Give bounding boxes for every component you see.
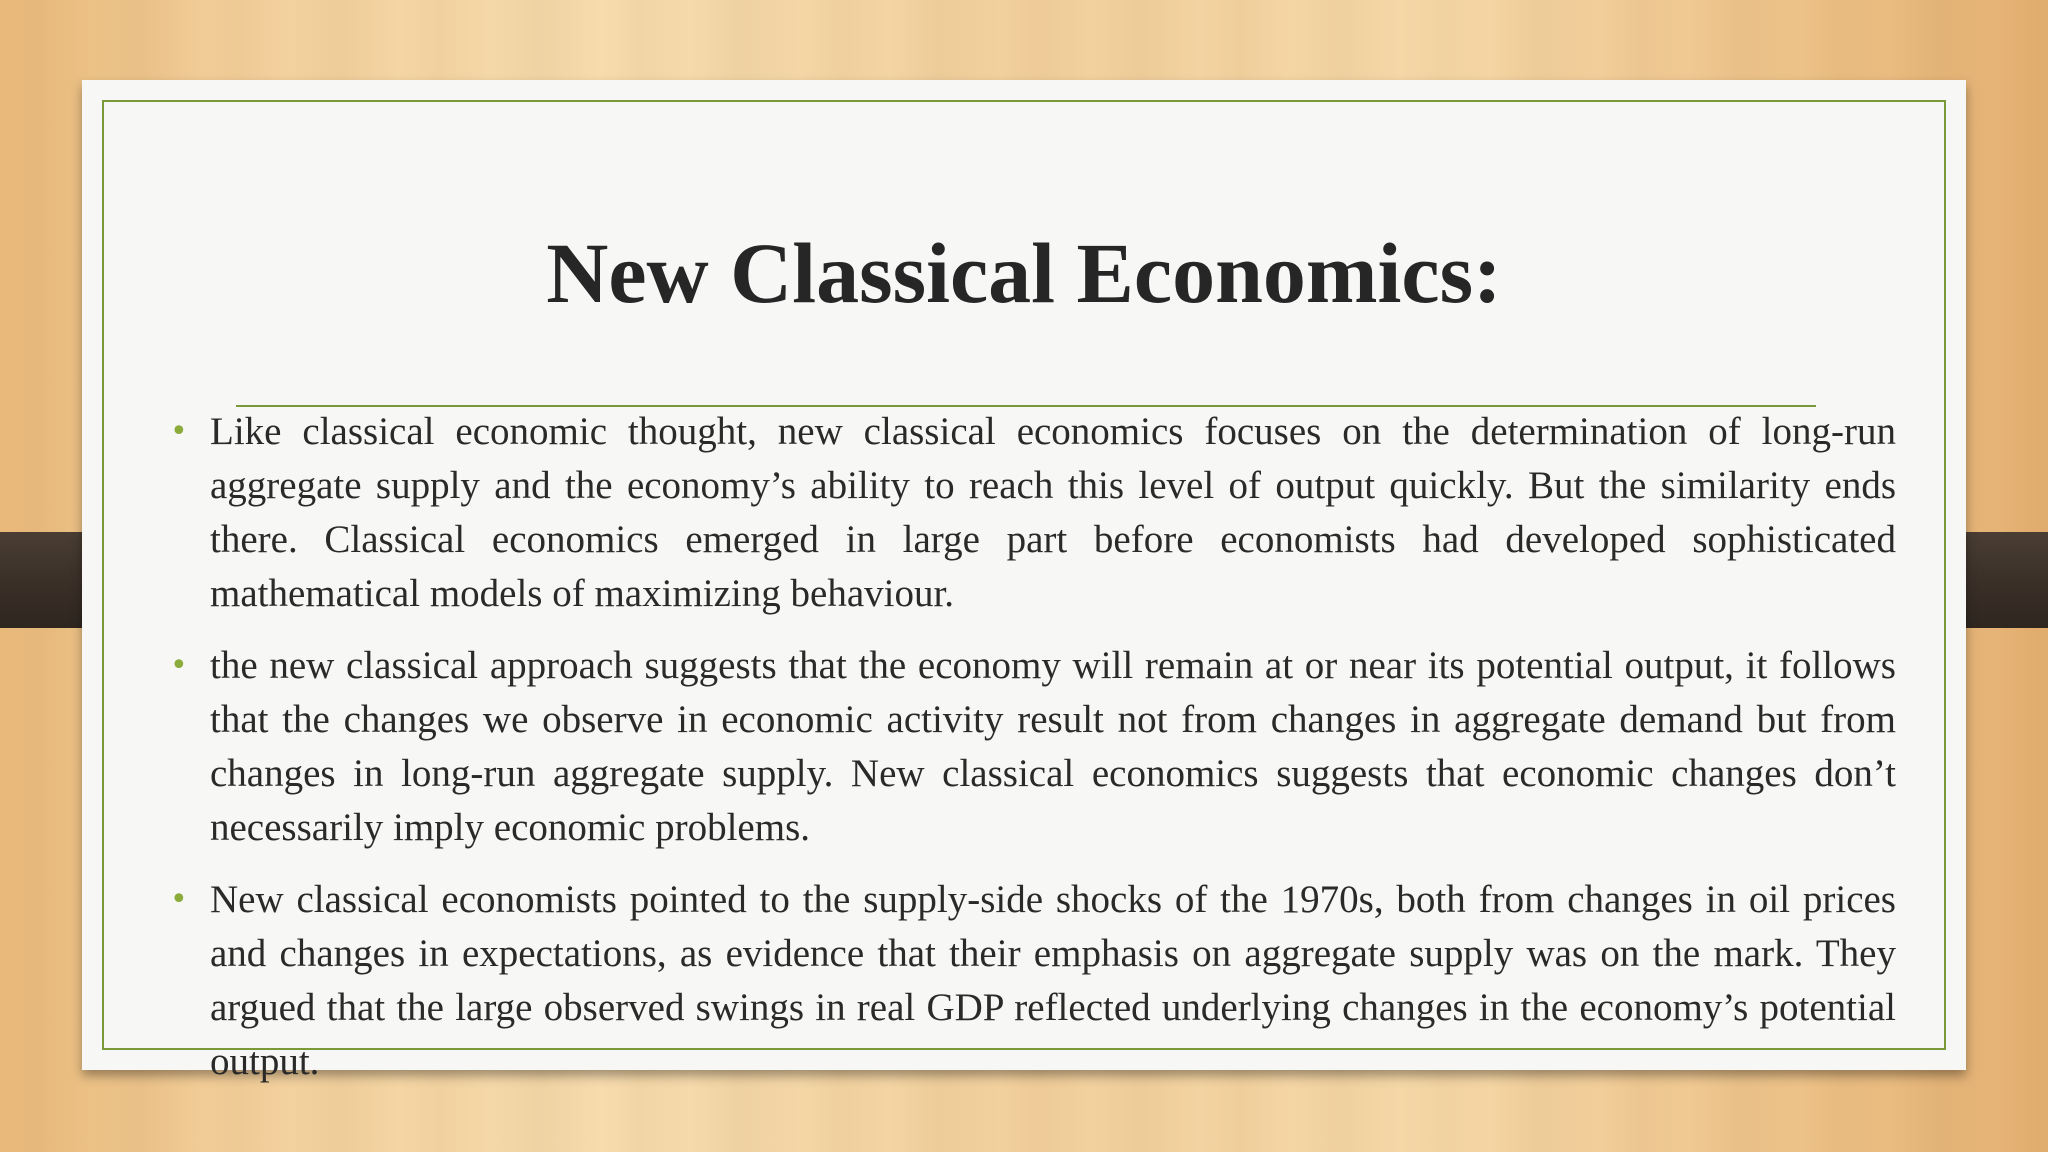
slide <box>82 80 1966 1083</box>
bullet-text: New classical economists pointed to the supply-side shocks of the 1970s, both from changes in oil prices and changes in expectations, as evidence that their emphasis on aggregate supply was on the mark. They argued that the large observed swings in real GDP reflected underlying changes in the economy’s potential output. <box>210 878 1896 1083</box>
bullet-text: Like classical economic thought, new classical economics focuses on the determination of long-run aggregate supply and the economy’s ability to reach this level of output quickly. But the similarity ends there. Classical economics emerged in large part before economists had developed sophisticated mathematical models of maximizing behaviour. <box>210 410 1896 615</box>
bullet-item-3 <box>170 873 1896 1089</box>
bullet-dot-icon: • <box>170 882 188 917</box>
bullet-item-2 <box>170 639 1896 855</box>
bullet-dot-icon: • <box>170 414 188 449</box>
bullet-list <box>170 405 1896 1107</box>
bullet-dot-icon: • <box>170 648 188 683</box>
slide-title: New Classical Economics: <box>546 225 1502 321</box>
bullet-item-1 <box>170 405 1896 621</box>
bullet-text: the new classical approach suggests that the economy will remain at or near its potential output, it follows that the changes we observe in economic activity result not from changes in aggregate demand but from changes in long-run aggregate supply. New classical economics suggests that economic changes don’t necessarily imply economic problems. <box>210 644 1896 849</box>
